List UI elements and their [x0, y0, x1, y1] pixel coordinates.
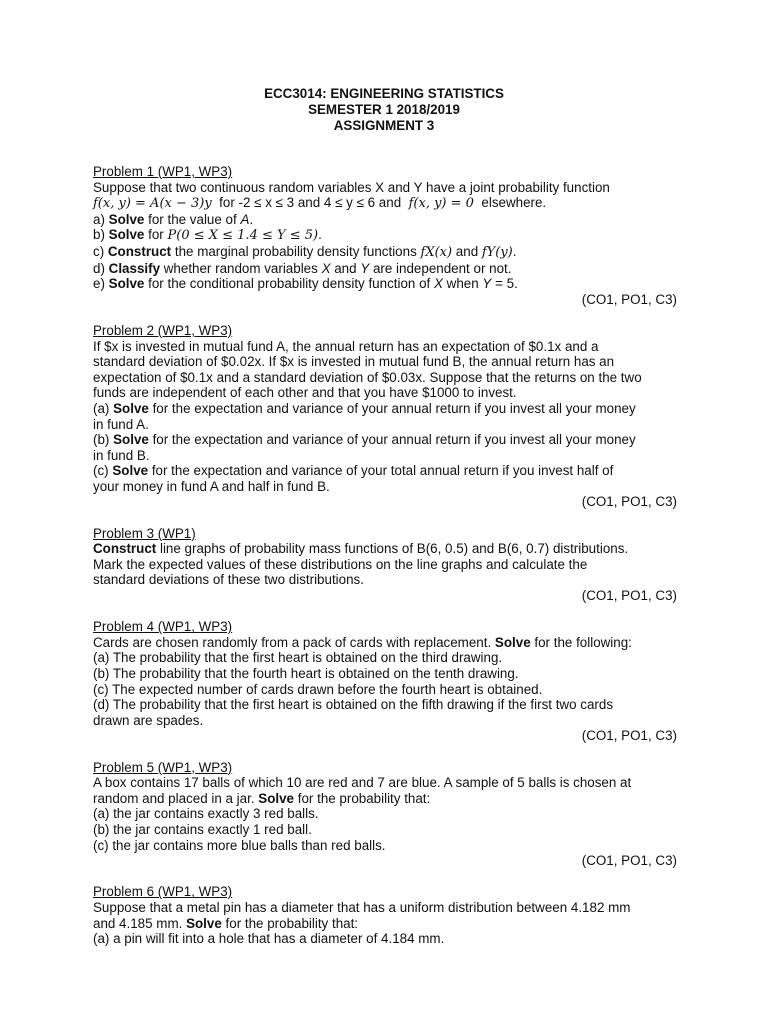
probability-expression: P(0 ≤ X ≤ 1.4 ≤ Y ≤ 5): [167, 228, 319, 244]
problems-list: [93, 164, 677, 962]
part-text: are independent or not.: [372, 260, 512, 276]
problem-title: Problem 1 (WP1, WP3): [93, 164, 233, 179]
problem-3: [93, 526, 677, 604]
part-keyword: Classify: [108, 260, 161, 276]
list-item: (b) The probability that the fourth heart is obtained on the tenth drawing.: [93, 666, 519, 681]
part-text: for the expectation and variance of your annual return if you invest all your money: [152, 432, 636, 448]
part-e: [93, 276, 677, 292]
problem-text: standard deviations of these two distributions.: [93, 572, 364, 588]
part-text: = 5.: [495, 276, 518, 292]
part-d: [93, 261, 677, 277]
part-variable: A: [240, 211, 250, 227]
part-b: [93, 432, 677, 448]
part-text: for: [148, 227, 164, 243]
course-title: ECC3014: ENGINEERING STATISTICS: [264, 86, 504, 101]
part-keyword: Construct: [107, 243, 172, 259]
problem-1: [93, 164, 677, 307]
part-keyword: Solve: [113, 400, 149, 416]
part-text: in fund B.: [93, 447, 150, 463]
part-text: for the probability that:: [225, 915, 359, 931]
problem-text: [93, 791, 677, 807]
part-keyword: Solve: [112, 463, 149, 479]
part-text: whether random variables: [163, 260, 318, 276]
list-item: drawn are spades.: [93, 712, 204, 728]
part-text: Cards are chosen randomly from a pack of cards with replacement.: [93, 634, 492, 650]
part-a: [93, 401, 677, 417]
part-a: [93, 212, 677, 228]
part-variable: Y: [360, 260, 370, 276]
problem-text: [93, 635, 677, 651]
part-text: for the value of: [148, 211, 237, 227]
problem-text: standard deviation of $0.02x. If $x is invested in mutual fund B, the annual return has an: [93, 354, 615, 370]
marginal-fy: fY(y): [481, 244, 513, 260]
part-keyword: Solve: [113, 432, 149, 448]
part-b: [93, 227, 677, 244]
part-label: b): [93, 227, 105, 243]
problem-5: [93, 760, 677, 869]
problem-6: [93, 884, 677, 946]
part-keyword: Solve: [108, 227, 145, 243]
list-item: (c) The expected number of cards drawn before the fourth heart is obtained.: [93, 681, 543, 697]
part-label: d): [93, 260, 105, 276]
part-label: (c): [93, 463, 109, 479]
part-text: and: [455, 243, 479, 259]
course-outcome: (CO1, PO1, C3): [581, 291, 677, 307]
problem-text: Suppose that two continuous random variables X and Y have a joint probability function: [93, 179, 610, 195]
part-text: random and placed in a jar.: [93, 790, 255, 806]
problem-title: Problem 3 (WP1): [93, 525, 196, 541]
part-text: your money in fund A and half in fund B.: [93, 478, 330, 494]
pdf-expression: f(x, y) = A(x − 3)y: [93, 196, 212, 212]
list-item: (b) the jar contains exactly 1 red ball.: [93, 821, 312, 837]
pdf-domain: for -2 ≤ x ≤ 3 and 4 ≤ y ≤ 6 and: [219, 195, 402, 211]
part-variable: X: [321, 260, 331, 276]
part-text: the marginal probability density functions: [174, 243, 417, 259]
problem-title: Problem 6 (WP1, WP3): [93, 884, 233, 900]
course-outcome: (CO1, PO1, C3): [581, 853, 677, 869]
list-item: (d) The probability that the first heart is obtained on the fifth drawing if the first two cards: [93, 697, 614, 713]
part-keyword: Solve: [108, 276, 145, 292]
problem-text: expectation of $0.1x and a standard deviation of $0.03x. Suppose that the returns on the two: [93, 369, 642, 385]
part-label: (b): [93, 432, 110, 448]
document-header: [0, 86, 768, 134]
part-label: (a): [93, 400, 110, 416]
problem-title: Problem 5 (WP1, WP3): [93, 759, 233, 775]
part-text: for the conditional probability density function of: [148, 276, 431, 292]
list-item: (a) a pin will fit into a hole that has a diameter of 4.184 mm.: [93, 931, 445, 947]
pdf-elsewhere: elsewhere.: [481, 195, 547, 211]
part-text: in fund A.: [93, 416, 149, 432]
part-label: c): [93, 243, 105, 259]
problem-text: Suppose that a metal pin has a diameter that has a uniform distribution between 4.182 mm: [93, 899, 631, 915]
part-label: e): [93, 276, 105, 292]
course-outcome: (CO1, PO1, C3): [581, 494, 677, 510]
part-keyword: Solve: [186, 915, 222, 931]
part-keyword: Construct: [93, 541, 157, 557]
part-c: [93, 244, 677, 261]
part-end: .: [249, 211, 254, 227]
problem-title: Problem 2 (WP1, WP3): [93, 322, 233, 338]
part-text: when: [446, 276, 479, 292]
problem-text: [93, 916, 677, 932]
problem-text: [93, 541, 677, 557]
problem-text: Mark the expected values of these distributions on the line graphs and calculate the: [93, 556, 588, 572]
problem-text: A box contains 17 balls of which 10 are red and 7 are blue. A sample of 5 balls is chosen at: [93, 775, 632, 791]
part-end: .: [512, 243, 517, 259]
part-end: .: [318, 227, 322, 243]
part-text: and 4.185 mm.: [93, 915, 183, 931]
problem-2: [93, 323, 677, 510]
part-variable: X: [433, 276, 443, 292]
part-variable: Y: [482, 276, 492, 292]
marginal-fx: fX(x): [420, 244, 453, 260]
joint-pdf-definition: [93, 195, 677, 212]
problem-text: funds are independent of each other and that you have $1000 to invest.: [93, 385, 517, 401]
course-outcome: (CO1, PO1, C3): [581, 728, 677, 744]
part-text: for the expectation and variance of your annual return if you invest all your money: [152, 400, 636, 416]
part-keyword: Solve: [494, 634, 531, 650]
part-label: a): [93, 211, 105, 227]
problem-4: [93, 619, 677, 744]
part-text: for the expectation and variance of your total annual return if you invest half of: [151, 463, 614, 479]
pdf-else-expression: f(x, y) = 0: [408, 196, 474, 212]
part-text: for the following:: [534, 634, 632, 650]
list-item: (c) the jar contains more blue balls than red balls.: [93, 837, 386, 853]
list-item: (a) the jar contains exactly 3 red balls.: [93, 806, 319, 822]
part-text: for the probability that:: [297, 790, 431, 806]
problem-title: Problem 4 (WP1, WP3): [93, 619, 233, 635]
assignment-title: ASSIGNMENT 3: [333, 118, 435, 133]
part-keyword: Solve: [258, 790, 295, 806]
problem-text: If $x is invested in mutual fund A, the annual return has an expectation of $0.1x and a: [93, 338, 599, 354]
list-item: (a) The probability that the first heart is obtained on the third drawing.: [93, 650, 503, 666]
part-text: and: [334, 260, 357, 276]
part-c: [93, 463, 677, 479]
part-keyword: Solve: [108, 211, 145, 227]
semester-title: SEMESTER 1 2018/2019: [308, 102, 460, 117]
part-text: line graphs of probability mass functions of B(6, 0.5) and B(6, 0.7) distributions.: [159, 541, 629, 557]
course-outcome: (CO1, PO1, C3): [581, 588, 677, 604]
